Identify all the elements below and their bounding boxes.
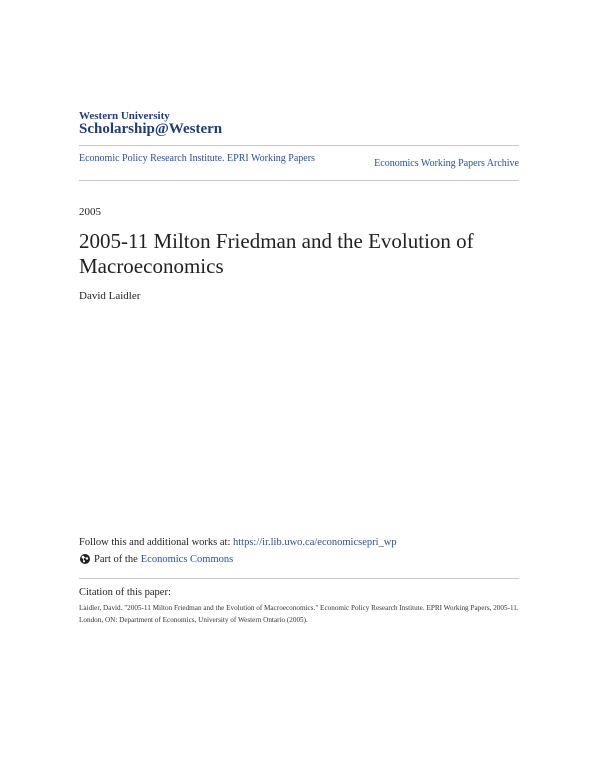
commons-network-icon bbox=[79, 553, 91, 565]
publication-year: 2005 bbox=[79, 206, 101, 218]
follow-line bbox=[79, 537, 397, 548]
repository-name[interactable]: Scholarship@Western bbox=[79, 121, 223, 137]
series-link-archive[interactable]: Economics Working Papers Archive bbox=[374, 158, 519, 169]
institution-name: Western University bbox=[79, 110, 170, 122]
series-divider bbox=[79, 180, 519, 181]
citation-text: Laidler, David. "2005-11 Milton Friedman and the Evolution of Macroeconomics." Economic Policy Research Institute. EPRI Working Papers, 2005-11. London, ON: Department of Economics, University of Western Ontario (2005). bbox=[79, 604, 519, 624]
series-link-epri[interactable]: Economic Policy Research Institute. EPRI Working Papers bbox=[79, 153, 315, 164]
header-divider bbox=[79, 145, 519, 146]
paper-title: 2005-11 Milton Friedman and the Evolution of Macroeconomics bbox=[79, 229, 474, 278]
commons-line bbox=[79, 553, 233, 565]
part-prefix: Part of the bbox=[94, 553, 138, 565]
economics-commons-link[interactable]: Economics Commons bbox=[140, 553, 234, 565]
citation-heading: Citation of this paper: bbox=[79, 587, 171, 598]
citation-divider bbox=[79, 578, 519, 579]
follow-url-link[interactable]: https://ir.lib.uwo.ca/economicsepri_wp bbox=[233, 537, 397, 548]
follow-prefix: Follow this and additional works at: bbox=[79, 537, 233, 548]
paper-author: David Laidler bbox=[79, 290, 141, 302]
